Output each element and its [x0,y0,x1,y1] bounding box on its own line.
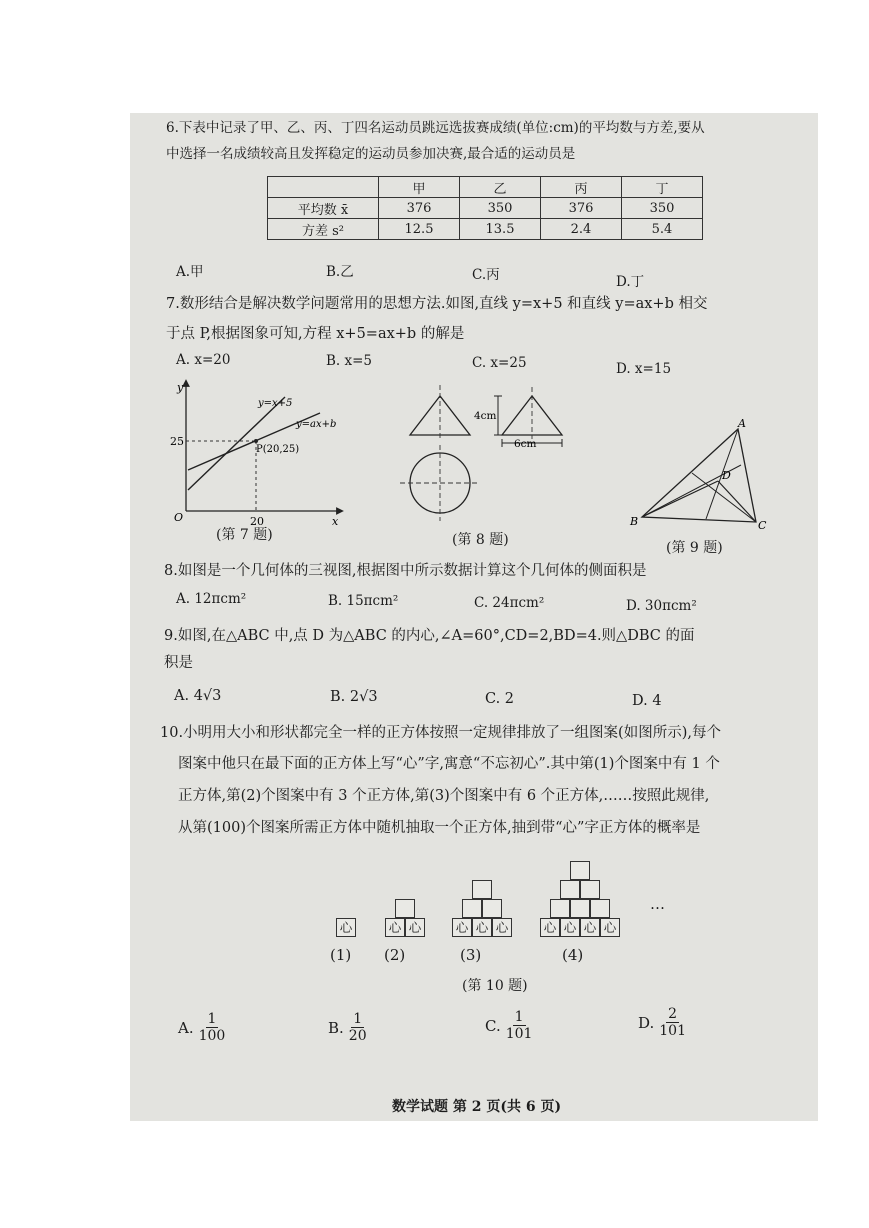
q8-option-d: D. 30πcm² [626,598,697,614]
q6-option-d: D.丁 [616,274,645,290]
pattern2-bottom-block: 心 [405,918,425,937]
exam-page [130,113,818,1121]
pattern4-row3-block [570,899,590,918]
option-b-letter: B. [328,1018,344,1037]
point-p-label: P(20,25) [256,444,300,455]
q10-option-a [178,1011,227,1044]
q8-option-a: A. 12πcm² [176,591,247,607]
q6-option-c: C.丙 [472,267,500,283]
option-a-fraction [197,1011,228,1044]
line2-label: y=ax+b [296,419,337,430]
pattern1-bottom-block: 心 [336,918,356,937]
option-b-denominator: 20 [348,1028,367,1044]
q8-option-c: C. 24πcm² [474,595,545,611]
pattern4-bottom-block: 心 [600,918,620,937]
pattern-label-3: (3) [460,946,482,964]
mean-jia: 376 [379,198,460,219]
option-a-denominator: 100 [198,1028,226,1044]
q9-line2: 积是 [164,655,193,671]
pattern3-bottom-block: 心 [472,918,492,937]
y-axis-label: y [177,381,184,394]
pattern4-bottom-block: 心 [540,918,560,937]
x-axis-label: x [332,515,339,528]
option-c-numerator: 1 [514,1009,524,1025]
option-d-numerator: 2 [668,1006,678,1022]
var-bing: 2.4 [541,219,622,240]
option-c-letter: C. [485,1016,501,1035]
pattern3-bottom-block: 心 [492,918,512,937]
pattern3-middle-block [482,899,502,918]
page-footer: 数学试题 第 2 页(共 6 页) [392,1099,562,1115]
q8-line1: 8.如图是一个几何体的三视图,根据图中所示数据计算这个几何体的侧面积是 [164,563,647,579]
option-d-denominator: 101 [659,1023,686,1039]
q6-score-table [267,176,703,240]
vertex-b: B [630,515,639,528]
q9-caption: (第 9 题) [666,540,723,556]
mean-label: 平均数 x̄ [268,198,379,219]
q9-triangle [626,413,786,538]
option-d-fraction [657,1006,688,1039]
tick-20: 20 [250,515,264,528]
point-p [254,439,258,443]
q9-option-c: C. 2 [485,691,515,707]
pattern2-bottom-block: 心 [385,918,405,937]
mean-ding: 350 [622,198,703,219]
q8-caption: (第 8 题) [452,532,509,548]
dim-4cm: 4cm [474,410,497,422]
q6-line2: 中选择一名成绩较高且发挥稳定的运动员参加决赛,最合适的运动员是 [166,146,576,162]
segment-bd [642,481,718,517]
pattern3-top-block [472,880,492,899]
var-yi: 13.5 [460,219,541,240]
pattern-ellipsis: … [650,895,665,913]
pattern4-row2-block [560,880,580,899]
q10-line4: 从第(100)个图案所需正方体中随机抽取一个正方体,抽到带“心”字正方体的概率是 [178,820,701,836]
var-jia: 12.5 [379,219,460,240]
vertex-c: C [758,519,767,532]
option-c-fraction [504,1009,535,1042]
pattern4-top-block [570,861,590,880]
q9-option-a: A. 4√3 [174,688,222,704]
option-b-fraction [347,1011,369,1044]
q10-option-d [638,1006,688,1039]
q10-caption: (第 10 题) [462,978,528,994]
q10-line2: 图案中他只在最下面的正方体上写“心”字,寓意“不忘初心”.其中第(1)个图案中有 1 个 [178,756,720,772]
incenter-d: D [722,469,731,482]
q7-graph [170,375,345,528]
line1-label: y=x+5 [258,398,293,409]
vertex-a: A [738,417,746,430]
option-a-letter: A. [178,1018,194,1037]
segment-cd [718,481,756,522]
header-bing: 丙 [541,177,622,198]
pattern4-row2-block [580,880,600,899]
q10-line1: 10.小明用大小和形状都完全一样的正方体按照一定规律排放了一组图案(如图所示),每个 [160,725,721,741]
q9-option-d: D. 4 [632,693,662,709]
pattern3-middle-block [462,899,482,918]
q7-option-a: A. x=20 [176,352,231,368]
pattern-label-4: (4) [562,946,584,964]
q7-caption: (第 7 题) [216,527,273,543]
tick-25: 25 [170,435,184,448]
q7-line2: 于点 P,根据图象可知,方程 x+5=ax+b 的解是 [166,326,465,342]
header-jia: 甲 [379,177,460,198]
pattern4-bottom-block: 心 [580,918,600,937]
q8-option-b: B. 15πcm² [328,593,399,609]
table-corner [268,177,379,198]
q10-option-c [485,1009,534,1042]
option-a-numerator: 1 [207,1011,217,1027]
q9-line1: 9.如图,在△ABC 中,点 D 为△ABC 的内心,∠A=60°,CD=2,BD=4.则△DBC 的面 [164,628,695,644]
pattern-label-2: (2) [384,946,406,964]
pattern2-top-block [395,899,415,918]
q7-option-b: B. x=5 [326,353,373,369]
mean-bing: 376 [541,198,622,219]
variance-label: 方差 s² [268,219,379,240]
q10-line3: 正方体,第(2)个图案中有 3 个正方体,第(3)个图案中有 6 个正方体,……按照此规律, [178,788,710,804]
header-ding: 丁 [622,177,703,198]
mean-yi: 350 [460,198,541,219]
q6-option-a: A.甲 [176,264,204,280]
q9-option-b: B. 2√3 [330,689,378,705]
var-ding: 5.4 [622,219,703,240]
option-b-numerator: 1 [353,1011,363,1027]
q7-line1: 7.数形结合是解决数学问题常用的思想方法.如图,直线 y=x+5 和直线 y=ax+b 相交 [166,296,708,312]
q7-option-d: D. x=15 [616,361,672,377]
q7-option-c: C. x=25 [472,355,527,371]
q6-option-b: B.乙 [326,264,354,280]
option-c-denominator: 101 [505,1026,533,1042]
header-yi: 乙 [460,177,541,198]
pattern-label-1: (1) [330,946,352,964]
q10-option-b [328,1011,369,1044]
dim-6cm: 6cm [514,438,537,450]
pattern4-row3-block [550,899,570,918]
pattern4-bottom-block: 心 [560,918,580,937]
option-d-letter: D. [638,1013,655,1032]
origin-label: O [174,511,184,524]
pattern3-bottom-block: 心 [452,918,472,937]
q6-line1: 6.下表中记录了甲、乙、丙、丁四名运动员跳远选拔赛成绩(单位:cm)的平均数与方差,要从 [166,120,705,136]
q8-three-views [396,381,566,521]
pattern4-row3-block [590,899,610,918]
